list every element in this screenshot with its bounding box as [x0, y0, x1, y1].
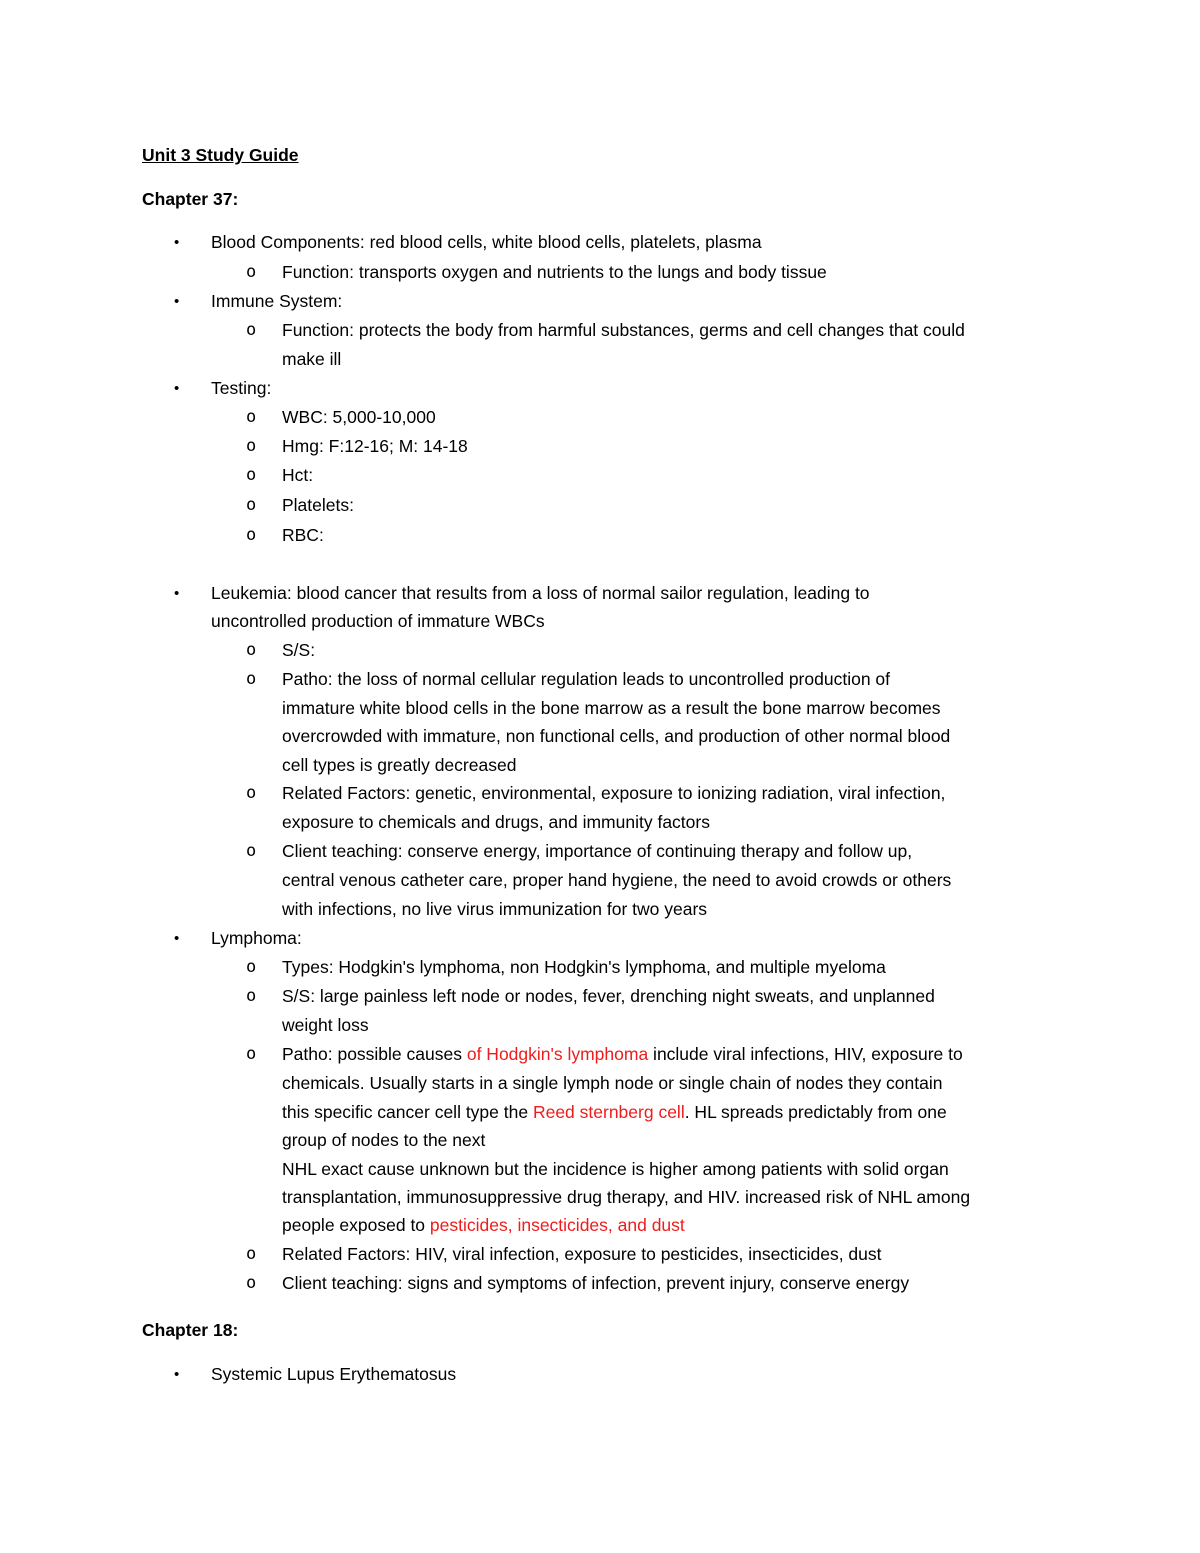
- sub-bullet-marker: o: [246, 783, 257, 803]
- bullet-marker: •: [174, 234, 180, 251]
- sub-bullet-marker: o: [246, 986, 257, 1006]
- sub-bullet-marker: o: [246, 465, 257, 485]
- highlighted-text: pesticides, insecticides, and dust: [429, 1215, 685, 1235]
- lymphoma-patho-line: [282, 1098, 947, 1127]
- lymphoma-ss-line: S/S: large painless left node or nodes, fever, drenching night sweats, and unplanned: [282, 986, 935, 1006]
- lymphoma-types: Types: Hodgkin's lymphoma, non Hodgkin's lymphoma, and multiple myeloma: [282, 957, 886, 977]
- bullet-marker: •: [174, 380, 180, 397]
- testing-value-hct: Hct:: [282, 465, 314, 485]
- patho-text: people exposed to: [282, 1215, 430, 1235]
- patho-text: this specific cancer cell type the: [282, 1102, 533, 1122]
- leukemia-patho-line: cell types is greatly decreased: [282, 755, 517, 775]
- leukemia-teaching-line: Client teaching: conserve energy, importance of continuing therapy and follow up,: [282, 841, 913, 861]
- highlighted-text: Reed sternberg cell: [532, 1102, 685, 1122]
- leukemia-teaching-line: central venous catheter care, proper hand hygiene, the need to avoid crowds or others: [282, 870, 952, 890]
- sub-bullet-marker: o: [246, 495, 257, 515]
- highlighted-text: of Hodgkin's lymphoma: [466, 1044, 649, 1064]
- sub-bullet-marker: o: [246, 1244, 257, 1264]
- immune-system-item: Immune System:: [211, 291, 343, 311]
- blood-components-function: Function: transports oxygen and nutrients to the lungs and body tissue: [282, 262, 827, 282]
- sub-bullet-marker: o: [246, 262, 257, 282]
- testing-item: Testing:: [211, 378, 272, 398]
- leukemia-patho-line: Patho: the loss of normal cellular regulation leads to uncontrolled production of: [282, 669, 891, 689]
- sub-bullet-marker: o: [246, 841, 257, 861]
- leukemia-item-line: uncontrolled production of immature WBCs: [211, 611, 545, 631]
- testing-value-hmg: Hmg: F:12-16; M: 14-18: [282, 436, 468, 456]
- bullet-marker: •: [174, 930, 180, 947]
- chapter-18-heading: Chapter 18:: [142, 1320, 239, 1340]
- bullet-marker: •: [174, 293, 180, 310]
- sub-bullet-marker: o: [246, 669, 257, 689]
- patho-text: . HL spreads predictably from one: [684, 1102, 947, 1122]
- bullet-marker: •: [174, 585, 180, 602]
- immune-system-function-line: Function: protects the body from harmful substances, germs and cell changes that could: [282, 320, 965, 340]
- leukemia-related-line: exposure to chemicals and drugs, and immunity factors: [282, 812, 710, 832]
- lymphoma-ss-line: weight loss: [282, 1015, 369, 1035]
- sub-bullet-marker: o: [246, 640, 257, 660]
- testing-value-wbc: WBC: 5,000-10,000: [282, 407, 436, 427]
- lymphoma-item: Lymphoma:: [211, 928, 302, 948]
- testing-value-platelets: Platelets:: [282, 495, 354, 515]
- leukemia-ss: S/S:: [282, 640, 316, 660]
- lymphoma-patho-line: chemicals. Usually starts in a single lymph node or single chain of nodes they contain: [282, 1073, 943, 1093]
- sub-bullet-marker: o: [246, 1273, 257, 1293]
- leukemia-teaching-line: with infections, no live virus immunization for two years: [282, 899, 708, 919]
- lymphoma-patho-line: group of nodes to the next: [282, 1130, 486, 1150]
- leukemia-patho-line: overcrowded with immature, non functional cells, and production of other normal blood: [282, 726, 951, 746]
- lymphoma-teaching: Client teaching: signs and symptoms of infection, prevent injury, conserve energy: [282, 1273, 910, 1293]
- lymphoma-patho-line: [282, 1211, 685, 1240]
- sub-bullet-marker: o: [246, 1044, 257, 1064]
- lymphoma-patho-line: NHL exact cause unknown but the incidence is higher among patients with solid organ: [282, 1159, 949, 1179]
- patho-text: Patho: possible causes: [282, 1044, 467, 1064]
- chapter-37-heading: Chapter 37:: [142, 189, 239, 209]
- leukemia-related-line: Related Factors: genetic, environmental, exposure to ionizing radiation, viral infection,: [282, 783, 946, 803]
- document-title: Unit 3 Study Guide: [142, 145, 299, 165]
- sle-item: Systemic Lupus Erythematosus: [211, 1364, 457, 1384]
- lymphoma-patho-line: [282, 1040, 963, 1069]
- immune-system-function-line: make ill: [282, 349, 342, 369]
- blood-components-item: Blood Components: red blood cells, white blood cells, platelets, plasma: [211, 232, 762, 252]
- sub-bullet-marker: o: [246, 957, 257, 977]
- lymphoma-patho-line: transplantation, immunosuppressive drug therapy, and HIV. increased risk of NHL among: [282, 1187, 971, 1207]
- lymphoma-related: Related Factors: HIV, viral infection, exposure to pesticides, insecticides, dust: [282, 1244, 882, 1264]
- sub-bullet-marker: o: [246, 407, 257, 427]
- bullet-marker: •: [174, 1366, 180, 1383]
- sub-bullet-marker: o: [246, 525, 257, 545]
- patho-text: include viral infections, HIV, exposure to: [648, 1044, 963, 1064]
- sub-bullet-marker: o: [246, 436, 257, 456]
- leukemia-item-line: Leukemia: blood cancer that results from a loss of normal sailor regulation, leading to: [211, 583, 870, 603]
- sub-bullet-marker: o: [246, 320, 257, 340]
- testing-value-rbc: RBC:: [282, 525, 324, 545]
- leukemia-patho-line: immature white blood cells in the bone marrow as a result the bone marrow becomes: [282, 698, 941, 718]
